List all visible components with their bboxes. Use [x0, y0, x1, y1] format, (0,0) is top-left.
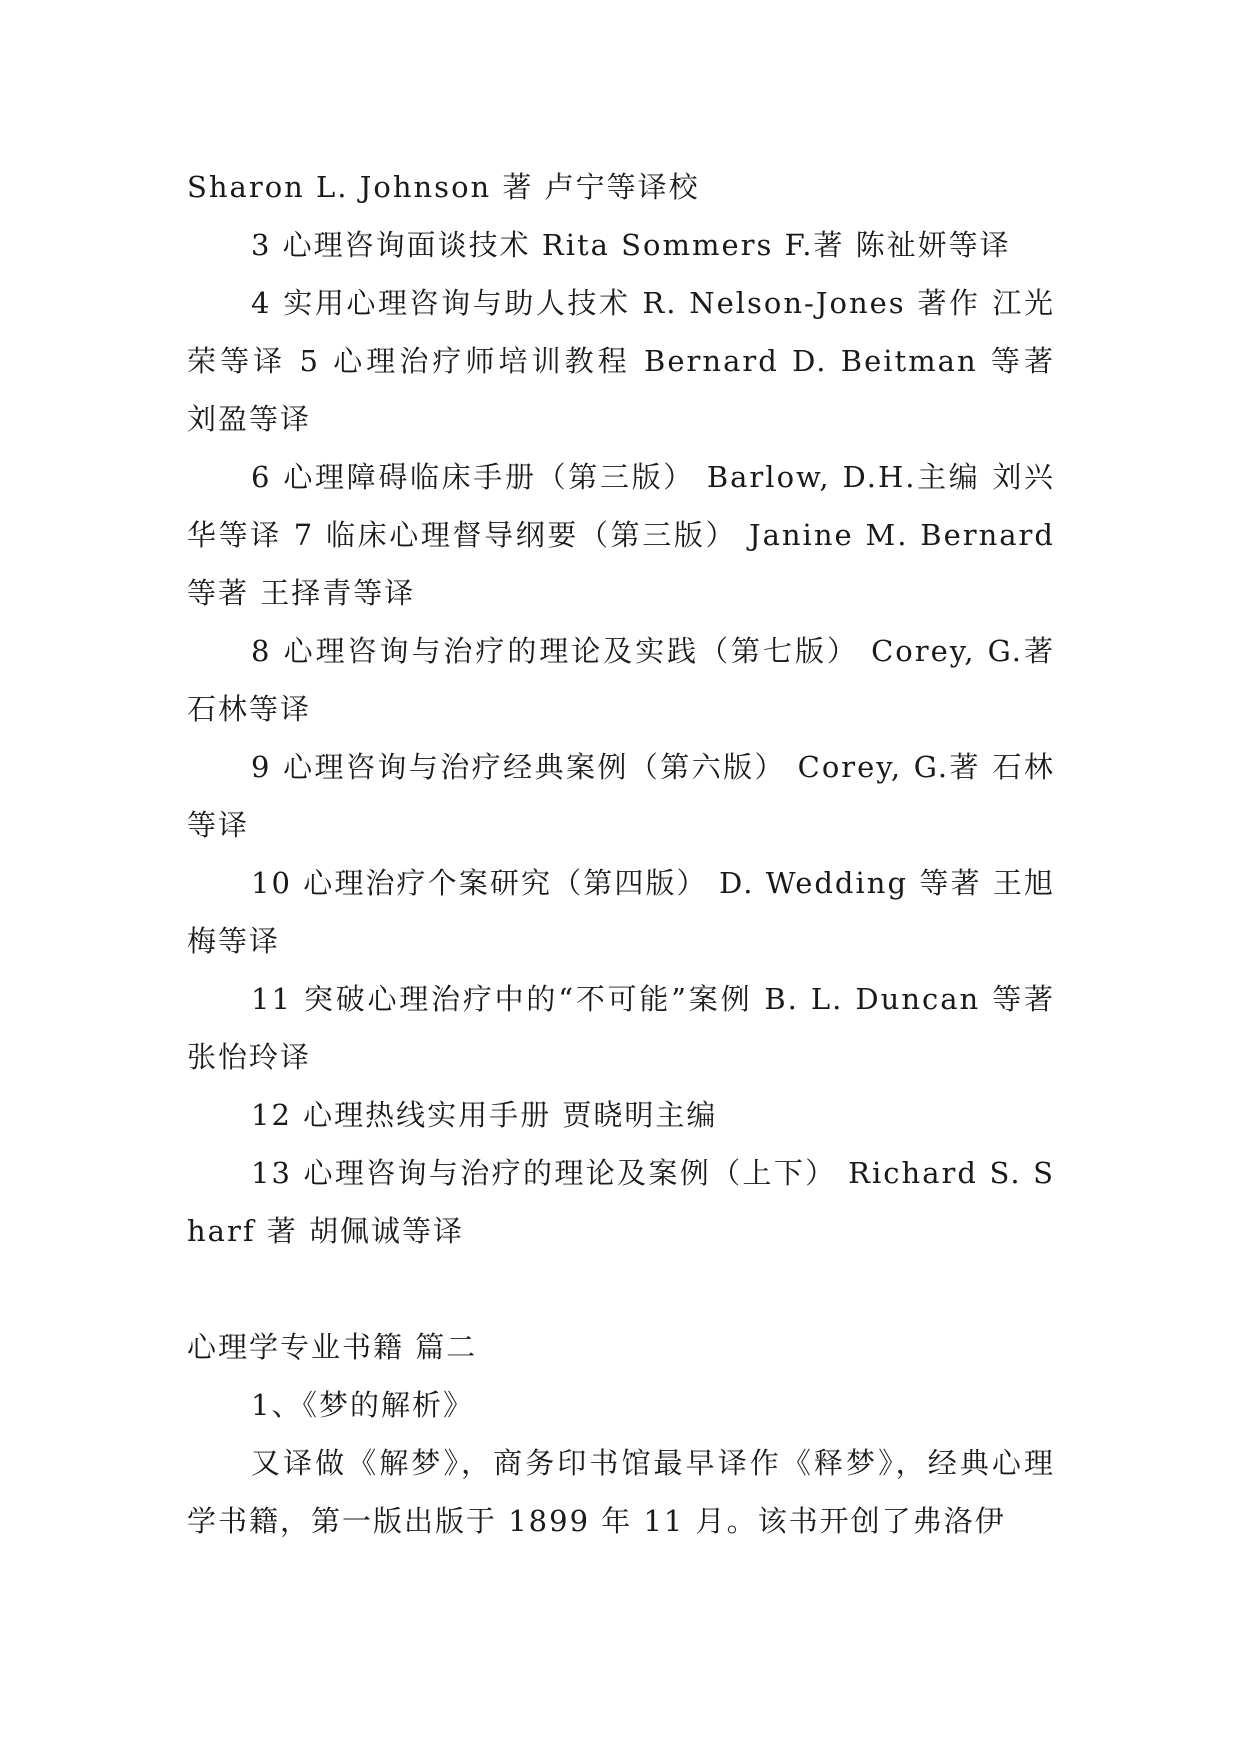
paragraph-book-6-7: 6 心理障碍临床手册（第三版） Barlow, D.H.主编 刘兴华等译 7 临床心理督导纲要（第三版） Janine M. Bernard 等著 王择青等译 — [187, 460, 1055, 610]
paragraph-book-9: 9 心理咨询与治疗经典案例（第六版） Corey, G.著 石林等译 — [187, 750, 1055, 842]
paragraph-book-12: 12 心理热线实用手册 贾晓明主编 — [251, 1098, 718, 1132]
section-item-description: 又译做《解梦》，商务印书馆最早译作《释梦》，经典心理学书籍，第一版出版于 1899 年 11 月。该书开创了弗洛伊 — [187, 1446, 1055, 1538]
paragraph-continuation: Sharon L. Johnson 著 卢宁等译校 — [187, 170, 700, 204]
paragraph-book-8: 8 心理咨询与治疗的理论及实践（第七版） Corey, G.著 石林等译 — [187, 634, 1055, 726]
section-item-heading: 1、《梦的解析》 — [251, 1388, 474, 1422]
section-title: 心理学专业书籍 篇二 — [187, 1330, 478, 1364]
paragraph-book-11: 11 突破心理治疗中的“不可能”案例 B. L. Duncan 等著 张怡玲译 — [187, 982, 1055, 1074]
paragraph-book-10: 10 心理治疗个案研究（第四版） D. Wedding 等著 王旭梅等译 — [187, 866, 1055, 958]
paragraph-book-13: 13 心理咨询与治疗的理论及案例（上下） Richard S. Sharf 著 胡佩诚等译 — [187, 1156, 1055, 1248]
paragraph-book-4-5: 4 实用心理咨询与助人技术 R. Nelson-Jones 著作 江光荣等译 5 心理治疗师培训教程 Bernard D. Beitman 等著 刘盈等译 — [187, 286, 1055, 436]
section-spacer — [187, 1260, 1055, 1318]
document-body — [187, 158, 1055, 1550]
paragraph-book-3: 3 心理咨询面谈技术 Rita Sommers F.著 陈祉妍等译 — [251, 228, 1011, 262]
